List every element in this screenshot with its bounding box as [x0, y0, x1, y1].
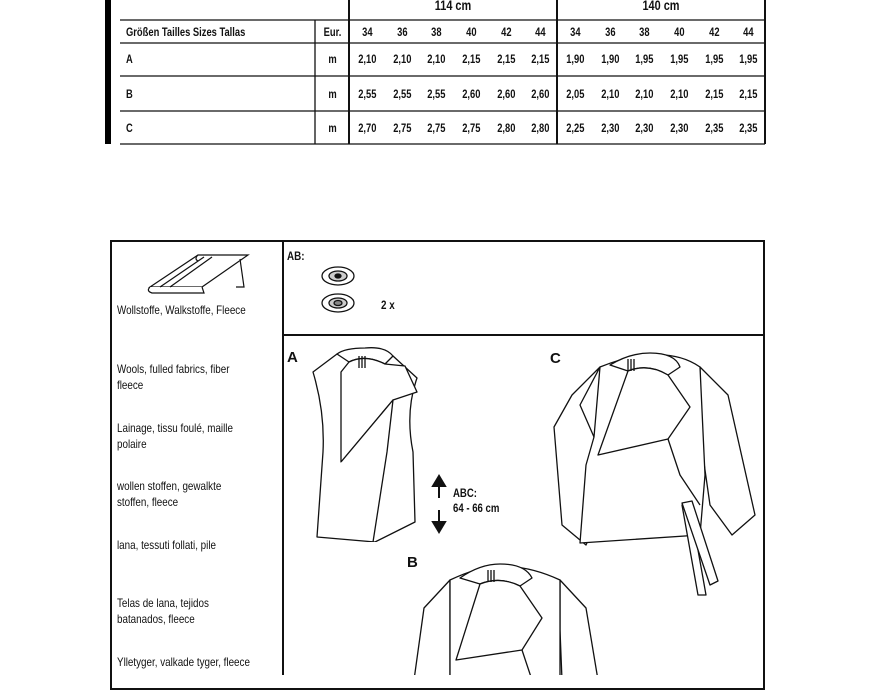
view-b-label: B [407, 554, 418, 571]
fabric-suggestion-4: lana, tessuti follati, pile [117, 538, 217, 552]
yardage-cell: 2,10 [427, 52, 446, 66]
view-a-label: A [287, 349, 298, 366]
yardage-cell: 2,10 [358, 52, 377, 66]
yardage-cell: 2,55 [358, 87, 377, 101]
width-header-140: 140 cm [642, 0, 680, 13]
fabric-suggestion-3: wollen stoffen, gewalkte stoffen, fleece [117, 479, 222, 509]
yardage-cell: 2,35 [704, 121, 724, 135]
yardage-cell: 2,60 [496, 87, 516, 101]
yardage-cell: 2,05 [566, 87, 585, 101]
garment-a-vest-drawing [305, 342, 435, 542]
fabric-suggestion-0: Wollstoffe, Walkstoffe, Fleece [117, 303, 246, 317]
yardage-cell: 2,60 [531, 87, 550, 101]
row-view-C: C [126, 121, 133, 135]
yardage-cell: 2,10 [635, 87, 654, 101]
size-col-114-42: 42 [500, 25, 512, 39]
yardage-cell: 2,15 [462, 52, 481, 66]
size-col-140-38: 38 [639, 25, 650, 39]
yardage-cell: 1,90 [566, 52, 585, 66]
size-col-140-42: 42 [708, 25, 720, 39]
fabric-roll-icon [140, 245, 260, 305]
row-unit: m [328, 52, 337, 66]
size-col-114-44: 44 [535, 25, 546, 39]
eur-label: Eur. [323, 25, 342, 39]
yardage-cell: 2,25 [566, 121, 585, 135]
fabric-suggestion-6: Ylletyger, valkade tyger, fleece [117, 655, 250, 669]
yardage-cell: 2,70 [358, 121, 377, 135]
yardage-cell: 1,95 [670, 52, 689, 66]
yardage-cell: 2,55 [427, 87, 446, 101]
yardage-cell: 2,80 [531, 121, 550, 135]
width-header-114: 114 cm [434, 0, 472, 13]
yardage-cell: 2,10 [670, 87, 689, 101]
yardage-cell: 1,90 [600, 52, 620, 66]
yardage-cell: 2,75 [427, 121, 446, 135]
yardage-cell: 2,10 [392, 52, 412, 66]
size-col-140-40: 40 [674, 25, 685, 39]
yardage-cell: 2,75 [462, 121, 481, 135]
view-c-label: C [550, 350, 561, 367]
yardage-cell: 1,95 [739, 52, 758, 66]
yardage-cell: 1,95 [635, 52, 654, 66]
size-col-114-40: 40 [466, 25, 477, 39]
yardage-cell: 1,95 [704, 52, 724, 66]
yardage-cell: 2,55 [392, 87, 412, 101]
notions-views-label: AB: [287, 249, 305, 263]
fabric-suggestion-2: Lainage, tissu foulé, maille polaire [117, 421, 233, 451]
length-measure [453, 486, 499, 516]
yardage-cell: 2,15 [704, 87, 724, 101]
length-value: 64 - 66 cm [453, 501, 500, 515]
yardage-cell: 2,15 [531, 52, 550, 66]
fabric-suggestion-5: Telas de lana, tejidos batanados, fleece [117, 596, 209, 626]
yardage-cell: 2,30 [600, 121, 620, 135]
row-view-B: B [126, 87, 133, 101]
row-unit: m [328, 87, 337, 101]
size-col-114-36: 36 [396, 25, 408, 39]
size-col-114-38: 38 [431, 25, 442, 39]
snap-fastener-icon [318, 262, 368, 322]
size-col-140-34: 34 [570, 25, 581, 39]
yardage-cell: 2,35 [739, 121, 758, 135]
yardage-cell: 2,60 [462, 87, 481, 101]
size-col-114-34: 34 [362, 25, 373, 39]
yardage-cell: 2,30 [635, 121, 654, 135]
notions-count: 2 x [381, 298, 395, 312]
yardage-cell: 2,30 [670, 121, 689, 135]
size-col-140-36: 36 [604, 25, 616, 39]
row-unit: m [328, 121, 337, 135]
size-col-140-44: 44 [743, 25, 754, 39]
sizes-label: Größen Tailles Sizes Tallas [126, 25, 246, 39]
garment-b-jacket-drawing [410, 560, 610, 675]
yardage-cell: 2,75 [392, 121, 412, 135]
yardage-cell: 2,80 [496, 121, 516, 135]
fabric-suggestion-1: Wools, fulled fabrics, fiber fleece [117, 362, 230, 392]
row-view-A: A [126, 52, 133, 66]
yardage-cell: 2,15 [739, 87, 758, 101]
length-label: ABC: [453, 486, 477, 500]
yardage-cell: 2,10 [600, 87, 620, 101]
yardage-cell: 2,15 [496, 52, 516, 66]
